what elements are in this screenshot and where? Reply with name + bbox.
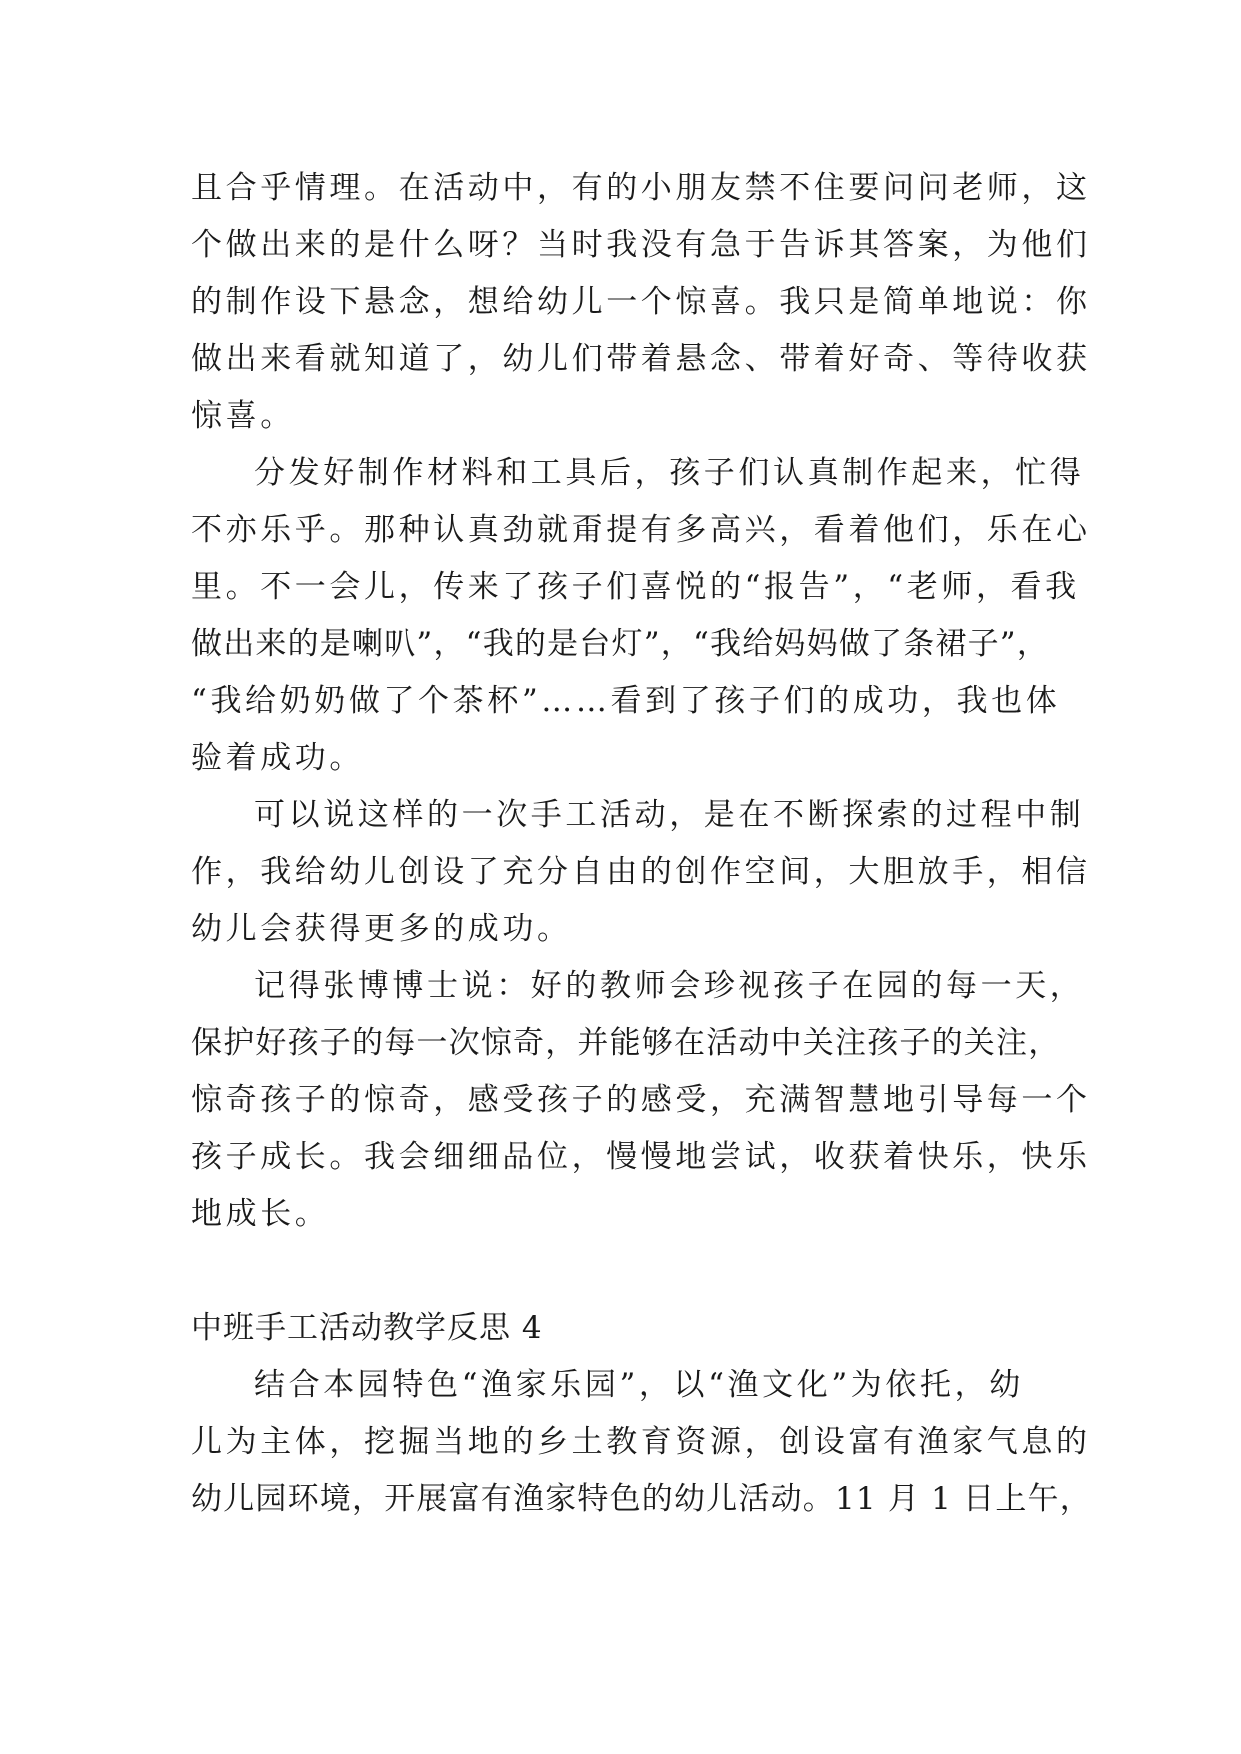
- text-line: 幼儿会获得更多的成功。: [191, 911, 572, 947]
- paragraph-first-line: 分发好制作材料和工具后，孩子们认真制作起来，忙得: [254, 455, 1085, 491]
- text-line: 且合乎情理。在活动中，有的小朋友禁不住要问问老师，这: [191, 170, 1091, 206]
- text-line: 惊奇孩子的惊奇，感受孩子的感受，充满智慧地引导每一个: [191, 1082, 1091, 1118]
- text-line: 地成长。: [191, 1196, 330, 1232]
- text-line: 作，我给幼儿创设了充分自由的创作空间，大胆放手，相信: [191, 854, 1091, 890]
- text-line: 保护好孩子的每一次惊奇，并能够在活动中关注孩子的关注，: [191, 1025, 1061, 1061]
- text-line: 做出来看就知道了，幼儿们带着悬念、带着好奇、等待收获: [191, 341, 1091, 377]
- text-line: 验着成功。: [191, 740, 364, 776]
- paragraph-first-line: 结合本园特色“渔家乐园”，以“渔文化”为依托，幼: [254, 1367, 1024, 1403]
- paragraph-first-line: 记得张博博士说：好的教师会珍视孩子在园的每一天，: [254, 968, 1085, 1004]
- text-line: “我给奶奶做了个茶杯”……看到了孩子们的成功，我也体: [191, 683, 1061, 719]
- text-line: 儿为主体，挖掘当地的乡土教育资源，创设富有渔家气息的: [191, 1424, 1091, 1460]
- text-line: 不亦乐乎。那种认真劲就甭提有多高兴，看着他们，乐在心: [191, 512, 1091, 548]
- text-line: 个做出来的是什么呀？当时我没有急于告诉其答案，为他们: [191, 227, 1091, 263]
- text-line: 惊喜。: [191, 398, 295, 434]
- text-line: 的制作设下悬念，想给幼儿一个惊喜。我只是简单地说：你: [191, 284, 1091, 320]
- section-heading: 中班手工活动教学反思 4: [191, 1310, 543, 1346]
- text-line: 里。不一会儿，传来了孩子们喜悦的“报告”，“老师，看我: [191, 569, 1080, 605]
- text-line: 做出来的是喇叭”，“我的是台灯”，“我给妈妈做了条裙子”，: [191, 626, 1050, 662]
- text-line: 孩子成长。我会细细品位，慢慢地尝试，收获着快乐，快乐: [191, 1139, 1091, 1175]
- text-line: 幼儿园环境，开展富有渔家特色的幼儿活动。11 月 1 日上午，: [191, 1481, 1092, 1517]
- paragraph-first-line: 可以说这样的一次手工活动，是在不断探索的过程中制: [254, 797, 1085, 833]
